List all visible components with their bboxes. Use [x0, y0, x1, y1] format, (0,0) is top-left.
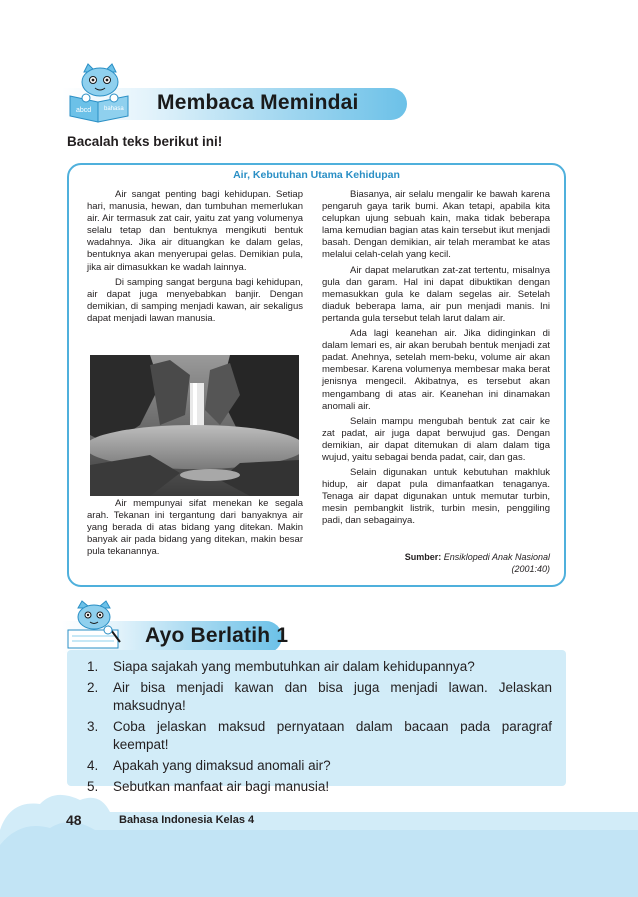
cat-mascot-reading-icon [66, 62, 134, 124]
exercise-number: 3. [87, 719, 99, 734]
paragraph: Air mempunyai sifat menekan ke segala arah. Tekanan ini tergantung dari banyaknya air yang berada di atas bidang yang ditekan. Makin banyak air pada bidang yang ditekan, makin besar pula tekanannya. [87, 498, 303, 558]
paragraph: Di samping sangat berguna bagi kehidupan, air dapat juga menyebabkan banjir. Dengan demikian, di samping menjadi kawan, air sekaligus dapat menjadi lawan manusia. [87, 276, 303, 324]
exercise-item [87, 679, 552, 715]
paragraph: Air dapat melarutkan zat-zat tertentu, misalnya gula dan garam. Hal ini dapat dibuktikan dengan memasukkan gula ke dalam segelas air. Setelah diaduk beberapa lama, air pun menjadi manis. Ini pertanda gula tersebut telah larut dalam air. [322, 264, 550, 324]
exercise-question: Apakah yang dimaksud anomali air? [113, 758, 331, 773]
paragraph: Air sangat penting bagi kehidupan. Setiap hari, manusia, hewan, dan tumbuhan memerlukan air. Air termasuk zat cair, yaitu zat yang volumenya selalu tetap dan bentuknya mengikuti bentuk wadahnya. Jika air dituangkan ke dalam gelas, bentuknya akan menyerupai gelas. Demikian pula, jika air dimasukkan ke wadah lainnya. [87, 189, 303, 273]
exercise-question: Siapa sajakah yang membutuhkan air dalam kehidupannya? [113, 659, 475, 674]
section-title-latihan: Ayo Berlatih 1 [145, 624, 289, 647]
exercise-item [87, 757, 552, 775]
exercise-box [67, 650, 566, 794]
exercise-item [87, 718, 552, 754]
book-right-label: bahasa [104, 106, 124, 112]
paragraph: Selain digunakan untuk kebutuhan makhluk hidup, air dapat pula dimanfaatkan tenaganya. Tenaga air dapat digunakan untuk memutar turbin, mesin pembangkit listrik, turbin mesin, penggiling padi, dan sebagainya. [322, 467, 550, 527]
source-year: (2001:40) [511, 564, 550, 574]
paragraph: Biasanya, air selalu mengalir ke bawah karena pengaruh gaya tarik bumi. Akan tetapi, apabila kita celupkan ujung sebuah kain, maka tidak beberapa lama kemudian bagian atas kain tersebut ikut menjadi basah. Dengan demikian, air telah merambat ke atas melalui celah-celah yang kecil. [322, 189, 550, 261]
footer-cloud [0, 790, 638, 897]
exercise-question: Air bisa menjadi kawan dan bisa juga menjadi lawan. Jelaskan maksudnya! [113, 680, 552, 713]
right-column [322, 189, 550, 531]
exercise-number: 5. [87, 779, 99, 794]
source-title: Ensiklopedi Anak Nasional [443, 552, 550, 562]
waterfall-photo [90, 355, 299, 496]
book-title: Bahasa Indonesia Kelas 4 [119, 814, 255, 826]
exercise-number: 1. [87, 659, 99, 674]
exercise-number: 2. [87, 680, 99, 695]
section-title-membaca: Membaca Memindai [157, 91, 359, 114]
reading-box [67, 163, 566, 587]
paragraph: Selain mampu mengubah bentuk zat cair ke zat padat, air juga dapat berwujud gas. Dengan demikian, air dapat ditemukan di alam dalam tiga wujud, yaitu sebagai benda padat, cair, dan gas. [322, 415, 550, 463]
exercise-number: 4. [87, 758, 99, 773]
source-label: Sumber: [404, 552, 442, 562]
page-number: 48 [66, 812, 82, 828]
exercise-list [87, 658, 552, 799]
source-citation [320, 551, 550, 575]
reading-title: Air, Kebutuhan Utama Kehidupan [233, 169, 400, 181]
exercise-question: Coba jelaskan maksud pernyataan dalam bacaan pada paragraf keempat! [113, 719, 552, 752]
paragraph: Ada lagi keanehan air. Jika didinginkan di dalam lemari es, air akan berubah bentuk menjadi zat padat. Anehnya, setelah mem-beku, volume air akan membesar. Karena volumenya membesar maka berat jenisnya mengecil. Akibatnya, es tersebut akan mengambang di atas air. Keanehan ini dinamakan anomali air. [322, 328, 550, 412]
exercise-item [87, 658, 552, 676]
instruction-text: Bacalah teks berikut ini! [67, 134, 223, 149]
left-column-bottom [87, 498, 303, 561]
cat-mascot-writing-icon [64, 600, 128, 652]
exercise-question: Sebutkan manfaat air bagi manusia! [113, 779, 330, 794]
book-left-label: abcd [76, 107, 92, 114]
left-column-top [87, 189, 303, 328]
